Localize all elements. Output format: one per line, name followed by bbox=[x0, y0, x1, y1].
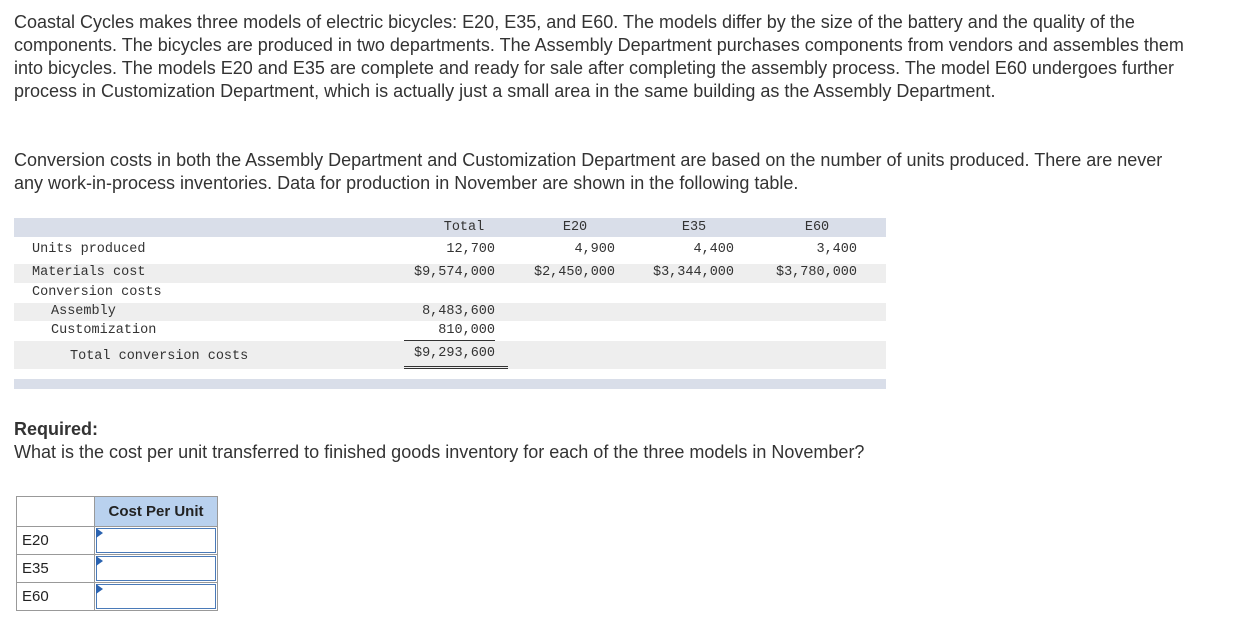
input-box[interactable] bbox=[96, 556, 216, 581]
row-label-materials-cost: Materials cost bbox=[32, 265, 146, 280]
production-data-table bbox=[14, 218, 886, 389]
cost-per-unit-input-e35[interactable] bbox=[95, 555, 218, 583]
intro-paragraph-1: Coastal Cycles makes three models of electric bicycles: E20, E35, and E60. The models differ by the size of the battery and the quality of the components. The bicycles are produced in two departments. The Assembly Department purchases components from vendors and assembles them into bicycles. The models E20 and E35 are complete and ready for sale after completing the assembly process. The model E60 undergoes further process in Customization Department, which is actually just a small area in the same building as the Assembly Department. bbox=[14, 12, 1184, 101]
required-question: What is the cost per unit transferred to finished goods inventory for each of the three models in November? bbox=[14, 442, 865, 462]
units-e20: 4,900 bbox=[574, 242, 615, 257]
required-heading: Required: bbox=[14, 419, 99, 439]
answer-label-e35: E35 bbox=[17, 555, 95, 583]
row-label-customization: Customization bbox=[51, 323, 157, 338]
customization-total: 810,000 bbox=[404, 322, 495, 341]
units-e60: 3,400 bbox=[816, 242, 857, 257]
header-e20: E20 bbox=[562, 220, 588, 235]
header-e60: E60 bbox=[804, 220, 830, 235]
answer-table bbox=[16, 496, 218, 611]
answer-label-e20: E20 bbox=[17, 527, 95, 555]
materials-e60: $3,780,000 bbox=[775, 265, 857, 280]
cost-per-unit-header: Cost Per Unit bbox=[95, 497, 218, 527]
input-marker-icon bbox=[96, 584, 103, 594]
row-label-conversion-costs: Conversion costs bbox=[32, 285, 162, 300]
header-total: Total bbox=[443, 220, 485, 235]
units-total: 12,700 bbox=[446, 242, 495, 257]
materials-e20: $2,450,000 bbox=[533, 265, 615, 280]
row-label-units-produced: Units produced bbox=[32, 242, 146, 257]
cost-per-unit-input-e20[interactable] bbox=[95, 527, 218, 555]
input-marker-icon bbox=[96, 528, 103, 538]
intro-paragraph-2: Conversion costs in both the Assembly Department and Customization Department are based on the number of units produced. There are never any work-in-process inventories. Data for production in November are shown in the following table. bbox=[14, 150, 1163, 193]
cost-per-unit-input-e60[interactable] bbox=[95, 583, 218, 611]
assembly-total: 8,483,600 bbox=[422, 304, 495, 319]
row-label-assembly: Assembly bbox=[51, 304, 116, 319]
table-footer-band bbox=[14, 379, 886, 389]
total-conversion-costs-total: $9,293,600 bbox=[404, 345, 508, 369]
header-e35: E35 bbox=[681, 220, 707, 235]
units-e35: 4,400 bbox=[693, 242, 734, 257]
input-box[interactable] bbox=[96, 584, 216, 609]
row-label-total-conversion-costs: Total conversion costs bbox=[70, 349, 249, 364]
input-marker-icon bbox=[96, 556, 103, 566]
input-box[interactable] bbox=[96, 528, 216, 553]
answer-label-e60: E60 bbox=[17, 583, 95, 611]
materials-total: $9,574,000 bbox=[413, 265, 495, 280]
materials-e35: $3,344,000 bbox=[652, 265, 734, 280]
